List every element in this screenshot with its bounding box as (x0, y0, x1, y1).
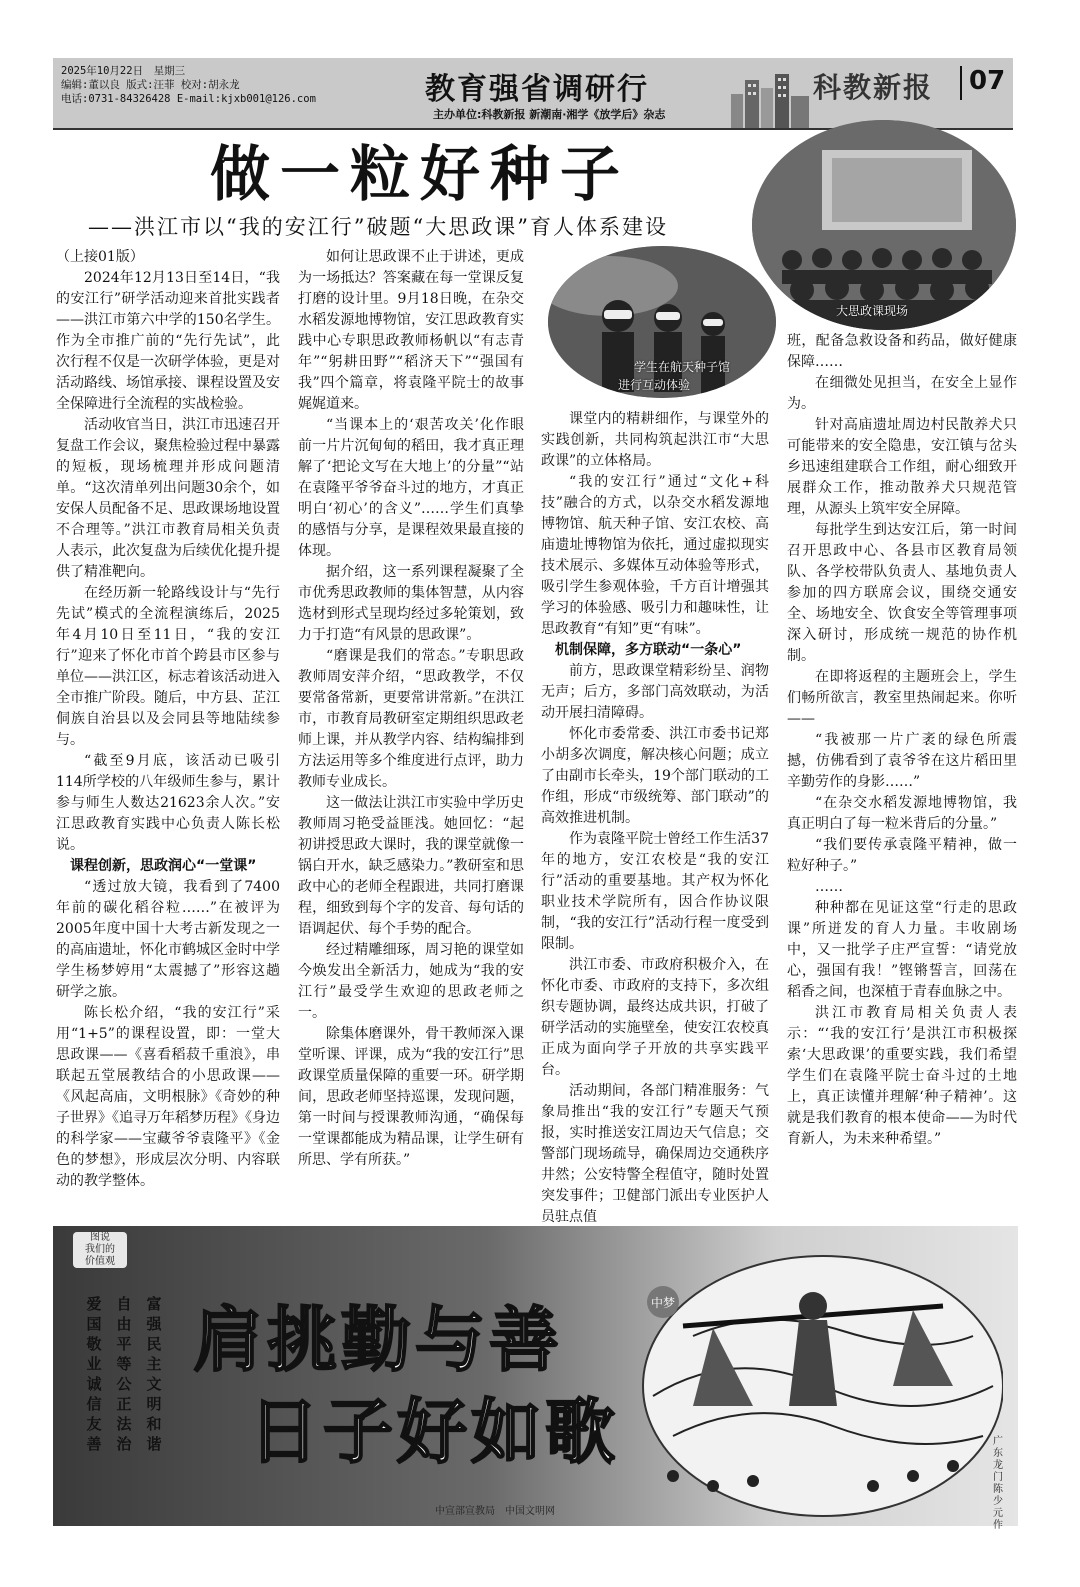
paragraph: 在经历新一轮路线设计与“先行先试”模式的全流程演练后，2025年4月10日至11日，“我的安江行”迎来了怀化市首个跨县市区参与单位——洪江区，标志着该活动进入全市推广阶段。随后，中方县、芷江侗族自治县以及会同县等地陆续参与。 (56, 585, 280, 748)
paragraph: 这一做法让洪江市实验中学历史教师周习艳受益匪浅。她回忆：“起初讲授思政大课时，我的课堂就像一锅白开水，缺乏感染力。”教研室和思政中心的老师全程跟进，共同打磨课程，细致到每个字的发音、每句话的语调起伏、每个手势的配合。 (298, 795, 524, 937)
promo-logo (73, 1232, 127, 1268)
quote: “我被那一片广袤的绿色所震撼，仿佛看到了袁爷爷在这片稻田里辛勤劳作的身影……” (787, 732, 1017, 790)
paragraph: 活动收官当日，洪江市迅速召开复盘工作会议，聚焦检验过程中暴露的短板，现场梳理并形成问题清单。“这次清单列出问题30余个，如安保人员配备不足、思政课场地设置不合理等。”洪江市教育局相关负责人表示，此次复盘为后续优化提升提供了精准靶向。 (56, 417, 280, 580)
page-number: 07 (969, 66, 1006, 96)
city-skyline-icon (729, 66, 811, 128)
artist-credit: 广东龙门 陈少元作 (993, 1436, 1013, 1531)
paragraph: 每批学生到达安江后，第一时间召开思政中心、各县市区教育局领队、各学校带队负责人、基地负责人参加的四方联席会议，围绕交通安全、场地安全、饮食安全等管理事项深入研讨，形成统一规范的协作机制。 (787, 522, 1017, 664)
photo2-caption: 大思政课现场 (836, 304, 909, 318)
section-heading: 机制保障，多方联动“一条心” (555, 642, 742, 658)
continued-note: （上接01版） (56, 249, 144, 265)
paragraph: 洪江市委、市政府积极介入，在怀化市委、市政府的支持下，多次组织专题协调，最终达成共识，打破了研学活动的实施壁垒，使安江农校真正成为面向学子开放的共享实践平台。 (541, 957, 769, 1078)
paragraph: 除集体磨课外，骨干教师深入课堂听课、评课，成为“我的安江行”思政课堂质量保障的重要一环。研学期间，思政老师坚持巡课，发现问题，第一时间与授课教师沟通，“确保每一堂课都能成为精品课，让学生研有所思、学有所获。” (298, 1026, 524, 1168)
logo-line: 图说 (90, 1232, 110, 1243)
article-subtitle: ——洪江市以“我的安江行”破题“大思政课”育人体系建设 (88, 215, 668, 239)
quote: “在杂交水稻发源地博物馆，我真正明白了每一粒米背后的分量。” (787, 795, 1017, 832)
paragraph: “透过放大镜，我看到了7400年前的碳化稻谷粒……”在被评为2005年度中国十大考古新发现之一的高庙遗址，怀化市鹤城区金时中学学生杨梦婷用“太震撼了”形容这趟研学之旅。 (56, 879, 280, 1000)
newspaper-name: 科教新报 (813, 71, 934, 104)
promo-credit: 中宣部宣教局 中国文明网 (435, 1506, 555, 1517)
paragraph: 在即将返程的主题班会上，学生们畅所欲言，教室里热闹起来。你听—— (787, 669, 1017, 727)
issue-date: 2025年10月22日 星期三 (61, 65, 186, 77)
promo-title-line2: 日子好如歌 (249, 1391, 619, 1473)
article-column-4 (787, 331, 1017, 1150)
paragraph: 活动期间，各部门精准服务：气象局推出“我的安江行”专题天气预报，实时推送安江周边天气信息；交警部门现场疏导，确保周边交通秩序井然；公安特警全程值守，随时处置突发事件；卫健部门派出专业医护人员驻点值 (541, 1083, 769, 1225)
core-values-col-3: 爱国敬业诚信友善 (86, 1295, 102, 1453)
paragraph: 如何让思政课不止于讲述，更成为一场抵达？答案藏在每一堂课反复打磨的设计里。9月18日晚，在杂交水稻发源地博物馆，安江思政教育实践中心专职思政教师杨帆以“有志青年”“躬耕田野”“稻济天下”“强国有我”四个篇章，将袁隆平院士的故事娓娓道来。 (298, 249, 524, 412)
paragraph: 作为袁隆平院士曾经工作生活37年的地方，安江农校是“我的安江行”活动的重要基地。其产权为怀化职业技术学院所有，因合作协议限制，“我的安江行”活动行程一度受到限制。 (541, 831, 769, 952)
paragraph: 洪江市教育局相关负责人表示：“‘我的安江行’是洪江市积极探索‘大思政课’的重要实践，我们希望学生们在袁隆平院士奋斗过的土地上，真正读懂并理解‘种子精神’。这就是我们教育的根本使命——为时代育新人，为未来种希望。” (787, 1005, 1017, 1147)
article-title: 做一粒好种子 (210, 140, 630, 210)
paragraph: 课堂内的精耕细作，与课堂外的实践创新，共同构筑起洪江市“大思政课”的立体格局。 (541, 411, 769, 469)
logo-line: 我们的 (85, 1244, 115, 1255)
logo-line: 价值观 (85, 1256, 115, 1267)
paragraph: 怀化市委常委、洪江市委书记郑小胡多次调度，解决核心问题；成立了由副市长牵头，19个部门联动的工作组，形成“市级统筹、部门联动”的高效推进机制。 (541, 726, 769, 826)
promo-title-line1: 肩挑勤与善 (193, 1299, 563, 1381)
quote: “我们要传承袁隆平精神，做一粒好种子。” (787, 837, 1017, 874)
paragraph: 针对高庙遗址周边村民散养犬只可能带来的安全隐患，安江镇与岔头乡迅速组建联合工作组，耐心细致开展群众工作，推动散养犬只规范管理，从源头上筑牢安全屏障。 (787, 417, 1017, 517)
paragraph: “磨课是我们的常态。”专职思政教师周安萍介绍，“思政教学，不仅要常备常新，更要常讲常新。”在洪江市，市教育局教研室定期组织思政老师上课，并从教学内容、结构编排到方法运用等多个维度进行点评，助力教师专业成长。 (298, 648, 524, 790)
paragraph: 在细微处见担当，在安全上显作为。 (787, 375, 1017, 412)
values-promo-banner (53, 1226, 1018, 1531)
section-heading: 课程创新，思政润心“一堂课” (70, 858, 257, 874)
contact-info: 电话:0731-84326428 E-mail:kjxb001@126.com (61, 93, 316, 105)
article-column-1 (56, 247, 280, 1192)
section-title: 教育强省调研行 (425, 72, 649, 107)
ellipsis: …… (815, 879, 843, 895)
photo-space-seed-hall (548, 246, 776, 398)
editor-credits: 编辑:董以良 版式:汪菲 校对:胡永龙 (61, 79, 240, 91)
paragraph: 种种都在见证这堂“行走的思政课”所迸发的育人力量。丰收剧场中，又一批学子庄严宣誓：“请党放心，强国有我！”铿锵誓言，回荡在稻香之间，也深植于青春血脉之中。 (787, 900, 1017, 1000)
woodcut-illustration (613, 1236, 1003, 1518)
paragraph: “我的安江行”通过“文化+科技”融合的方式，以杂交水稻发源地博物馆、航天种子馆、安江农校、高庙遗址博物馆为依托，通过虚拟现实技术展示、多媒体互动体验等形式，吸引学生参观体验，千方百计增强其学习的体验感、吸引力和趣味性，让思政教育“有知”更“有味”。 (541, 474, 769, 637)
header-divider (960, 66, 962, 100)
photo1-caption-line1: 学生在航天种子馆 (634, 360, 731, 374)
photo-civics-class (752, 120, 1016, 330)
paragraph: 前方，思政课堂精彩纷呈、润物无声；后方，多部门高效联动，为活动开展扫清障碍。 (541, 663, 769, 721)
core-values-col-1: 富强民主文明和谐 (146, 1295, 162, 1453)
paragraph: 陈长松介绍，“我的安江行”采用“1+5”的课程设置，即：一堂大思政课——《喜看稻菽千重浪》，串联起五堂展教结合的小思政课——《风起高庙，文明根脉》《奇妙的种子世界》《追寻万年稻梦历程》《身边的科学家——宝藏爷爷袁隆平》《金色的梦想》，形成层次分明、内容联动的教学整体。 (56, 1005, 280, 1189)
article-column-2 (298, 247, 524, 1171)
paragraph: 班，配备急救设备和药品，做好健康保障…… (787, 333, 1017, 370)
header-info (61, 64, 316, 106)
page-header (53, 58, 1013, 130)
lecture-hall-image (752, 120, 1016, 330)
photo1-caption-line2: 进行互动体验 (618, 378, 691, 392)
core-values-col-2: 自由平等公正法治 (116, 1295, 132, 1453)
paragraph: 据介绍，这一系列课程凝聚了全市优秀思政教师的集体智慧，从内容选材到形式呈现均经过多轮策划，致力于打造“有风景的思政课”。 (298, 564, 524, 643)
sponsor-line: 主办单位:科教新报 新潮南·湘学《放学后》杂志 (433, 108, 666, 121)
paragraph: 2024年12月13日至14日，“我的安江行”研学活动迎来首批实践者——洪江市第六中学的150名学生。作为全市推广前的“先行先试”，此次行程不仅是一次研学体验，更是对活动路线、场馆承接、课程设置及安全保障进行全流程的实战检验。 (56, 270, 280, 412)
article-column-3 (541, 409, 769, 1228)
paragraph: “截至9月底，该活动已吸引114所学校的八年级师生参与，累计参与师生人数达21623余人次。”安江思政教育实践中心负责人陈长松说。 (56, 753, 280, 853)
paragraph: “当课本上的‘艰苦攻关’化作眼前一片片沉甸甸的稻田，我才真正理解了‘把论文写在大地上’的分量”“站在袁隆平爷爷奋斗过的地方，才真正明白‘初心’的含义”……学生们真挚的感悟与分享，是课程效果最直接的体现。 (298, 417, 524, 559)
art-stamp: 中梦 (651, 1296, 676, 1310)
paragraph: 经过精雕细琢，周习艳的课堂如今焕发出全新活力，她成为“我的安江行”最受学生欢迎的思政老师之一。 (298, 942, 524, 1021)
